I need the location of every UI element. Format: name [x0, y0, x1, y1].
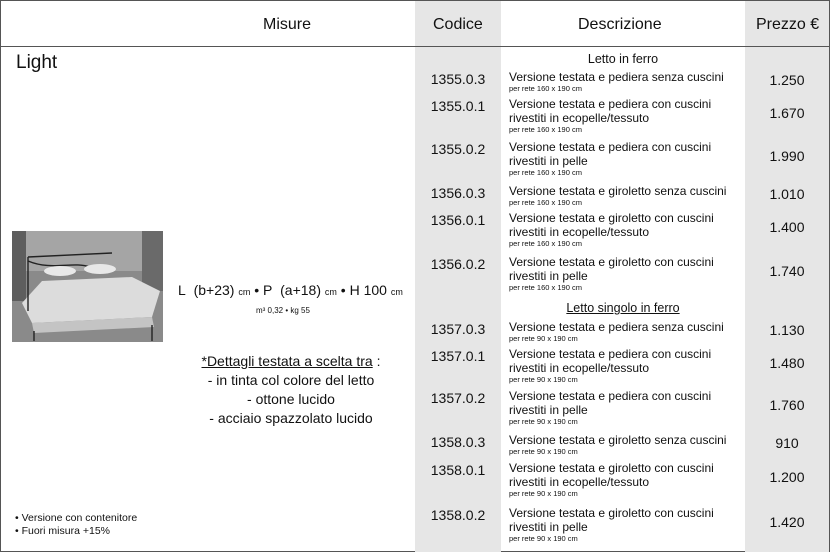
- product-price: 1.250: [769, 72, 805, 88]
- product-code: 1357.0.1: [430, 348, 486, 364]
- description-line: rivestiti in pelle: [509, 403, 588, 417]
- product-description: [509, 433, 745, 456]
- product-description: [509, 320, 745, 343]
- product-description: [509, 389, 745, 426]
- size-note: per rete 160 x 190 cm: [509, 198, 582, 207]
- size-note: per rete 90 x 190 cm: [509, 447, 578, 456]
- product-price: 1.670: [769, 105, 805, 121]
- note: • Versione con contenitore: [15, 512, 138, 524]
- product-code: 1355.0.1: [430, 98, 486, 114]
- product-price: 1.420: [769, 514, 805, 530]
- section-title: Letto singolo in ferro: [566, 301, 680, 315]
- bed-photo: [12, 231, 163, 342]
- description-line: Versione testata e pediera senza cuscini: [509, 70, 724, 84]
- product-price: 1.480: [769, 355, 805, 371]
- volume-weight: m³ 0,32 • kg 55: [256, 306, 310, 315]
- product-price: 910: [775, 435, 799, 451]
- details-item: - acciaio spazzolato lucido: [209, 410, 373, 426]
- size-note: per rete 160 x 190 cm: [509, 239, 582, 248]
- description-line: Versione testata e giroletto senza cuscini: [509, 184, 727, 198]
- product-description: [509, 184, 745, 207]
- section-title: Letto in ferro: [587, 52, 659, 66]
- header-descrizione: Descrizione: [578, 16, 662, 33]
- description-line: Versione testata e pediera con cuscini: [509, 347, 712, 361]
- description-line: Versione testata e giroletto con cuscini: [509, 255, 714, 269]
- description-line: Versione testata e pediera con cuscini: [509, 389, 712, 403]
- product-description: [509, 461, 745, 498]
- header-divider: [0, 46, 830, 47]
- size-note: per rete 160 x 190 cm: [509, 283, 582, 292]
- description-line: Versione testata e giroletto con cuscini: [509, 506, 714, 520]
- product-code: 1358.0.3: [430, 434, 486, 450]
- product-code: 1355.0.3: [430, 71, 486, 87]
- description-line: Versione testata e pediera con cuscini: [509, 97, 712, 111]
- size-note: per rete 160 x 190 cm: [509, 125, 582, 134]
- details-title: *Dettagli testata a scelta tra :: [201, 353, 381, 369]
- header-misure: Misure: [263, 16, 312, 33]
- size-note: per rete 90 x 190 cm: [509, 375, 578, 384]
- product-price: 1.400: [769, 219, 805, 235]
- description-line: rivestiti in ecopelle/tessuto: [509, 475, 650, 489]
- product-code: 1358.0.1: [430, 462, 486, 478]
- product-description: [509, 140, 745, 177]
- description-line: Versione testata e giroletto con cuscini: [509, 211, 714, 225]
- description-line: rivestiti in ecopelle/tessuto: [509, 111, 650, 125]
- size-note: per rete 90 x 190 cm: [509, 489, 578, 498]
- size-note: per rete 90 x 190 cm: [509, 534, 578, 543]
- product-price: 1.200: [769, 469, 805, 485]
- header-codice: Codice: [433, 16, 483, 33]
- dimensions: L (b+23) cm • P (a+18) cm • H 100 cm: [178, 282, 403, 298]
- product-code: 1356.0.1: [430, 212, 486, 228]
- description-line: rivestiti in ecopelle/tessuto: [509, 361, 650, 375]
- product-description: [509, 506, 745, 543]
- size-note: per rete 160 x 190 cm: [509, 84, 582, 93]
- description-line: rivestiti in pelle: [509, 154, 588, 168]
- product-price: 1.990: [769, 148, 805, 164]
- description-line: Versione testata e giroletto senza cuscini: [509, 433, 727, 447]
- product-price: 1.010: [769, 186, 805, 202]
- description-line: rivestiti in pelle: [509, 269, 588, 283]
- details-item: - in tinta col colore del letto: [207, 372, 375, 388]
- product-code: 1357.0.3: [430, 321, 486, 337]
- product-price: 1.760: [769, 397, 805, 413]
- product-description: [509, 211, 745, 248]
- product-code: 1356.0.2: [430, 256, 486, 272]
- description-line: Versione testata e giroletto con cuscini: [509, 461, 714, 475]
- product-code: 1358.0.2: [430, 507, 486, 523]
- details-box: [196, 352, 386, 428]
- product-description: [509, 97, 745, 134]
- description-line: rivestiti in ecopelle/tessuto: [509, 225, 650, 239]
- size-note: per rete 90 x 190 cm: [509, 334, 578, 343]
- header-prezzo: Prezzo €: [756, 16, 820, 33]
- description-line: Versione testata e pediera senza cuscini: [509, 320, 724, 334]
- description-line: Versione testata e pediera con cuscini: [509, 140, 712, 154]
- product-price: 1.740: [769, 263, 805, 279]
- product-code: 1357.0.2: [430, 390, 486, 406]
- note: • Fuori misura +15%: [15, 525, 111, 537]
- product-name: Light: [16, 52, 58, 73]
- product-price: 1.130: [769, 322, 805, 338]
- details-item: - ottone lucido: [247, 391, 335, 407]
- product-code: 1356.0.3: [430, 185, 486, 201]
- product-description: [509, 70, 745, 93]
- size-note: per rete 90 x 190 cm: [509, 417, 578, 426]
- product-description: [509, 255, 745, 292]
- description-line: rivestiti in pelle: [509, 520, 588, 534]
- size-note: per rete 160 x 190 cm: [509, 168, 582, 177]
- product-code: 1355.0.2: [430, 141, 486, 157]
- notes: [15, 512, 137, 538]
- product-description: [509, 347, 745, 384]
